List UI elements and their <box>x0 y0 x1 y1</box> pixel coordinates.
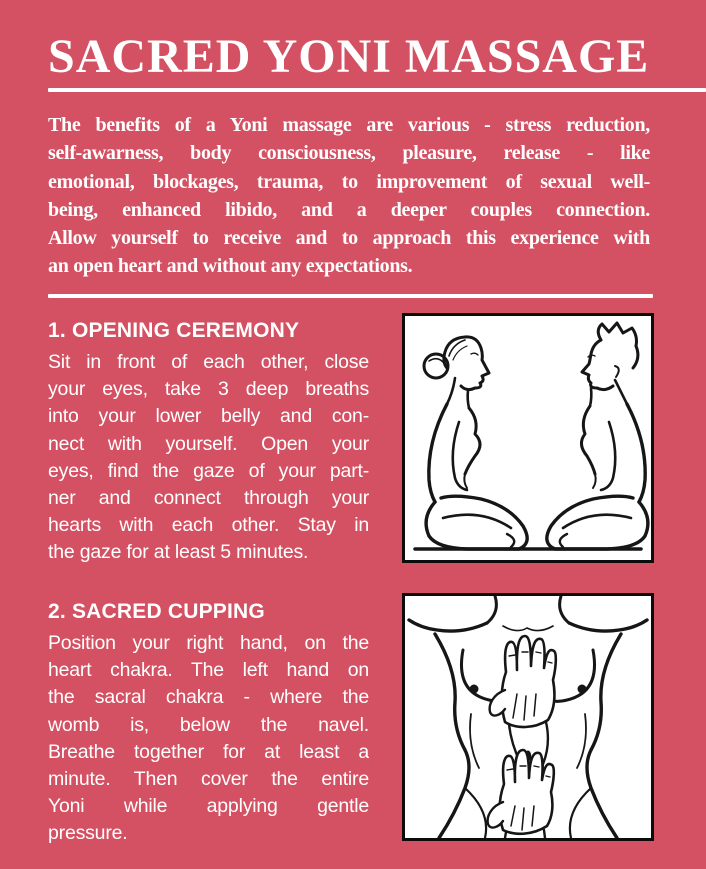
body-line: the gaze for at least 5 minutes. <box>48 541 309 564</box>
intro-line: Allow yourself to receive and to approach this experience with <box>48 227 650 250</box>
body-line: the sacral chakra - where the <box>48 686 369 709</box>
intro-line: self-awarness, body consciousness, pleasure, release - like <box>48 142 650 165</box>
body-line: Sit in front of each other, close <box>48 351 369 373</box>
section-sacred-cupping <box>48 600 369 848</box>
body-line: eyes, find the gaze of your part- <box>48 459 369 482</box>
body-line: minute. Then cover the entire <box>48 767 369 790</box>
hands-on-torso-line-art-icon <box>405 596 651 838</box>
hands-on-torso-illustration <box>402 593 654 841</box>
body-line: ner and connect through your <box>48 486 369 509</box>
body-line: Position your right hand, on the <box>48 632 369 654</box>
body-line: into your lower belly and con- <box>48 405 369 428</box>
body-line: womb is, below the navel. <box>48 713 369 736</box>
intro-divider <box>48 294 653 298</box>
intro-line: emotional, blockages, trauma, to improvement of sexual well- <box>48 170 650 193</box>
body-line: nect with yourself. Open your <box>48 432 369 455</box>
seated-couple-line-art-icon <box>405 316 651 560</box>
page-title: SACRED YONI MASSAGE <box>48 30 650 83</box>
intro-line: The benefits of a Yoni massage are various - stress reduction, <box>48 114 650 136</box>
body-line: Breathe together for at least a <box>48 740 369 763</box>
seated-couple-illustration <box>402 313 654 563</box>
section-heading: 1. OPENING CEREMONY <box>48 319 300 342</box>
intro-paragraph <box>48 111 650 281</box>
section-heading: 2. SACRED CUPPING <box>48 600 265 623</box>
body-line: heart chakra. The left hand on <box>48 659 369 682</box>
section-body <box>48 630 369 848</box>
title-divider <box>48 88 706 92</box>
body-line: pressure. <box>48 822 128 845</box>
section-opening-ceremony <box>48 319 369 567</box>
body-line: hearts with each other. Stay in <box>48 514 369 537</box>
section-body <box>48 349 369 567</box>
body-line: your eyes, take 3 deep breaths <box>48 378 369 401</box>
intro-line: an open heart and without any expectations. <box>48 255 413 278</box>
body-line: Yoni while applying gentle <box>48 795 369 818</box>
intro-line: being, enhanced libido, and a deeper couples connection. <box>48 198 650 221</box>
